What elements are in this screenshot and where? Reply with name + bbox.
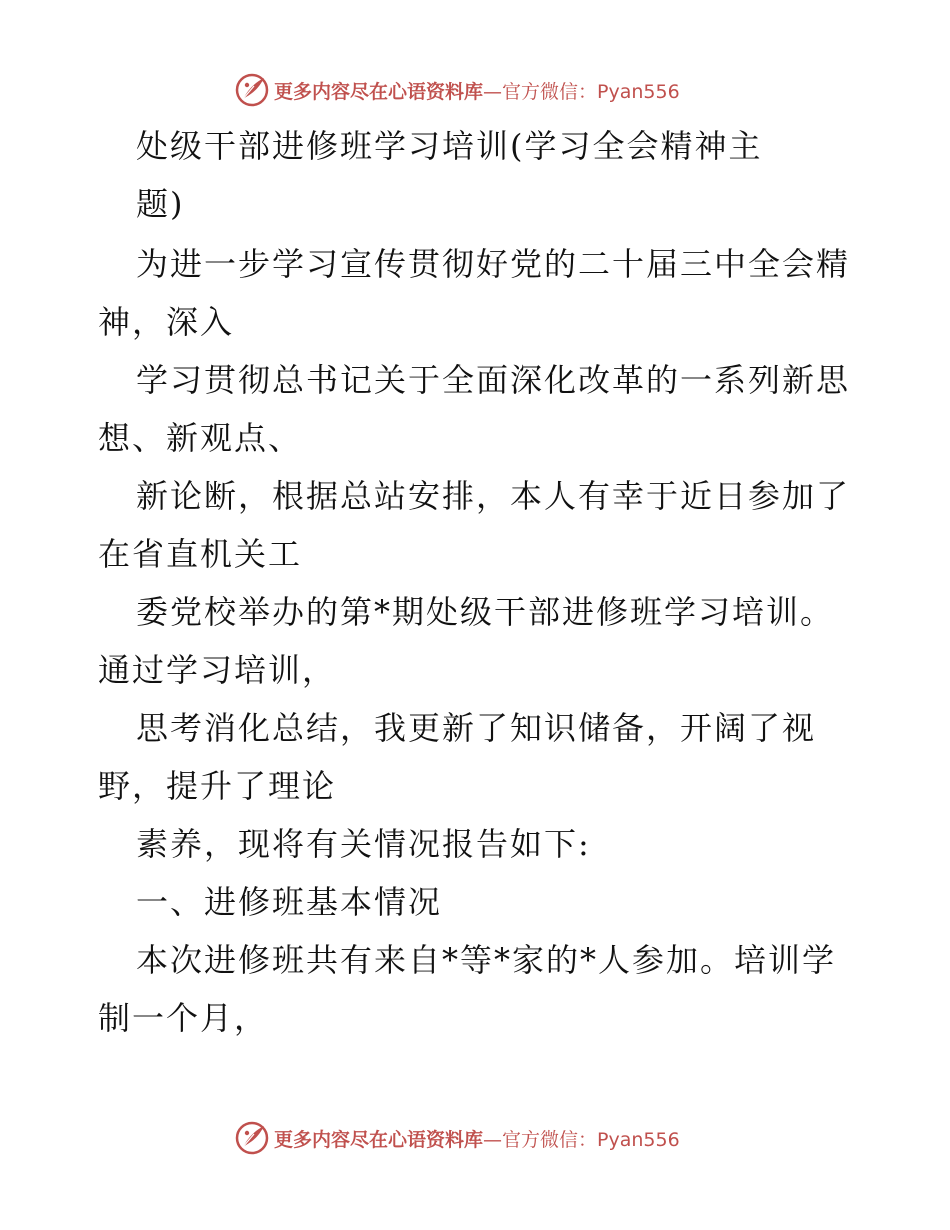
watermark-separator: — xyxy=(483,1128,503,1151)
paragraph-line: 想、新观点、 xyxy=(98,419,303,457)
watermark-header xyxy=(234,70,680,110)
paragraph-line: 野，提升了理论 xyxy=(98,767,337,805)
watermark-footer xyxy=(234,1118,680,1158)
watermark-text-main: 更多内容尽在心语资料库 xyxy=(274,80,484,103)
document-title-line-2: 题) xyxy=(136,185,185,223)
feather-pen-logo-icon xyxy=(234,1120,270,1156)
watermark-text-contact: 官方微信：Pyan556 xyxy=(502,80,680,103)
section-heading: 一、进修班基本情况 xyxy=(136,883,443,921)
document-title-line-1: 处级干部进修班学习培训(学习全会精神主 xyxy=(136,127,763,165)
paragraph-line: 委党校举办的第*期处级干部进修班学习培训。 xyxy=(136,593,835,631)
paragraph-line: 通过学习培训， xyxy=(98,651,337,689)
paragraph-line: 思考消化总结，我更新了知识储备，开阔了视 xyxy=(136,709,817,747)
paragraph-line: 在省直机关工 xyxy=(98,535,303,573)
watermark-text-main: 更多内容尽在心语资料库 xyxy=(274,1128,484,1151)
feather-pen-logo-icon xyxy=(234,72,270,108)
watermark-text-contact: 官方微信：Pyan556 xyxy=(502,1128,680,1151)
paragraph-line: 为进一步学习宣传贯彻好党的二十届三中全会精 xyxy=(136,245,851,283)
paragraph-line: 本次进修班共有来自*等*家的*人参加。培训学 xyxy=(136,941,837,979)
paragraph-line: 神，深入 xyxy=(98,303,235,341)
paragraph-line: 新论断，根据总站安排，本人有幸于近日参加了 xyxy=(136,477,851,515)
watermark-separator: — xyxy=(483,80,503,103)
paragraph-line: 学习贯彻总书记关于全面深化改革的一系列新思 xyxy=(136,361,851,399)
paragraph-line: 制一个月， xyxy=(98,999,269,1037)
paragraph-line: 素养，现将有关情况报告如下: xyxy=(136,825,591,863)
